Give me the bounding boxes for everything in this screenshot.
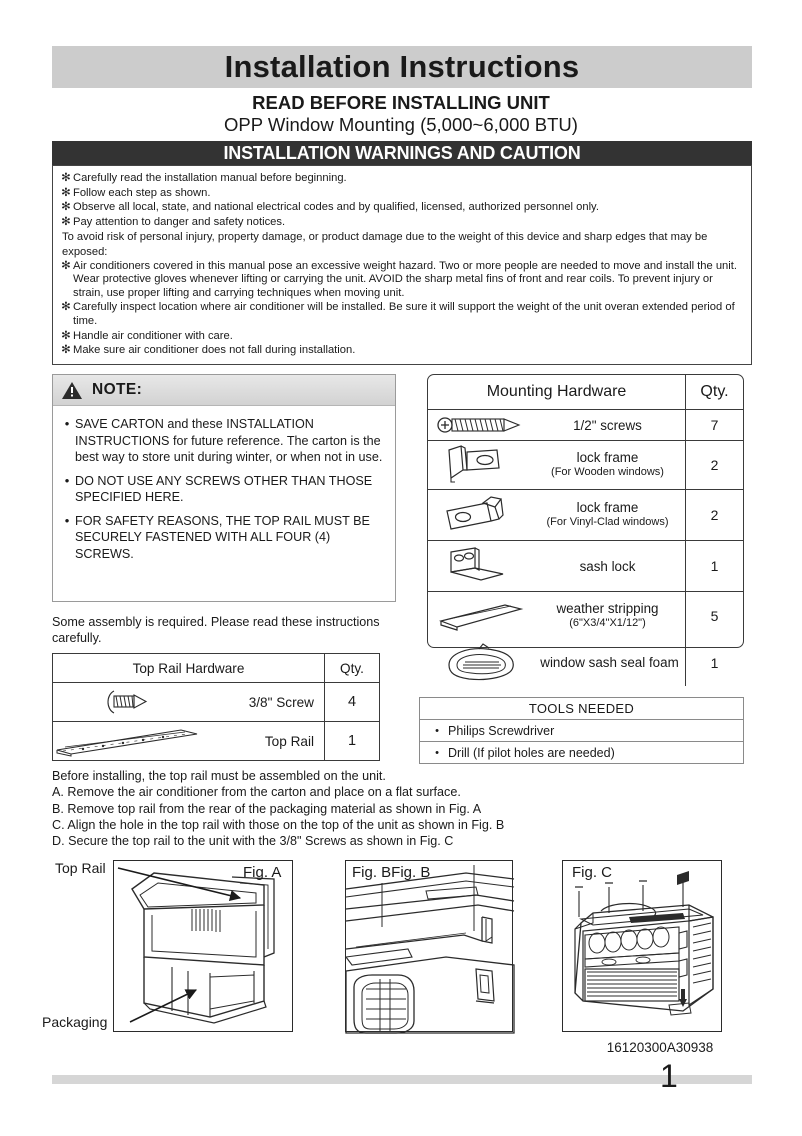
hardware-qty: 1 [710,654,719,671]
hardware-label: sash lock [579,558,636,574]
callout-packaging: Packaging [42,1014,108,1030]
note-item [59,416,385,466]
bullet-icon: • [64,512,70,528]
hardware-qty: 1 [685,541,743,591]
figure-a-label: Fig. A [243,864,282,881]
note-label: NOTE: [92,381,143,398]
asterisk-icon: ✻ [61,329,71,342]
mounting-hardware-qty-header: Qty. [685,375,743,409]
note-item [59,473,385,506]
table-row [53,683,379,722]
warning-item [59,301,743,328]
hardware-qty: 5 [710,607,719,624]
top-rail-header-row [53,654,379,683]
warning-text: Carefully inspect location where air conditioner will be installed. Be sure it will support the weight of the unit overan extended period of time. [73,301,735,327]
step-a: A. Remove the air conditioner from the carton and place on a flat surface. [52,785,461,800]
tools-item [420,742,743,763]
figure-c-label: Fig. C [572,864,613,881]
hardware-label: lock frame [576,500,639,515]
mounting-hardware-table [427,374,744,671]
subtitle-read-before: READ BEFORE INSTALLING UNIT [252,92,550,113]
top-rail-title: Top Rail Hardware [132,660,245,676]
subtitle-model: OPP Window Mounting (5,000~6,000 BTU) [224,114,578,135]
warning-item [59,330,743,344]
lock-frame-vinyl-icon [428,493,534,537]
figure-c [562,860,722,1032]
warning-triangle-icon [61,381,83,400]
warning-text: Observe all local, state, and national electrical codes and by qualified, licensed, authorized personnel only. [73,201,599,214]
hardware-qty: 1 [324,722,379,760]
top-rail-hardware-table [52,653,380,761]
page-title: Installation Instructions [224,49,580,84]
asterisk-icon: ✻ [61,301,71,314]
table-row [428,441,743,490]
asterisk-icon: ✻ [61,201,71,214]
warnings-heading-bar [52,141,752,165]
warning-item [59,172,743,186]
step-c: C. Align the hole in the top rail with those on the top of the unit as shown in Fig. B [52,817,505,832]
tools-needed-table [419,697,744,764]
note-item-text: SAVE CARTON and these INSTALLATION INSTRUCTIONS for future reference. The carton is the best way to store unit during winter, or when not in use. [75,417,383,464]
lock-frame-wood-icon [428,444,534,486]
tools-needed-title: TOOLS NEEDED [420,698,743,720]
note-item-text: FOR SAFETY REASONS, THE TOP RAIL MUST BE SECURELY FASTENED WITH ALL FOUR (4) SCREWS. [75,513,370,561]
step-d: D. Secure the top rail to the unit with the 3/8" Screws as shown in Fig. C [52,834,454,849]
hardware-qty: 7 [685,410,743,440]
table-row-group [428,592,743,686]
table-row [53,722,379,760]
document-number: 16120300A30938 [606,1040,714,1055]
note-list [53,406,395,562]
top-rail-icon [53,726,203,756]
asterisk-icon: ✻ [61,172,71,184]
top-rail-qty-header: Qty. [324,654,379,682]
hardware-label: 1/2" screws [573,417,642,433]
warning-item [59,344,743,358]
table-row [428,410,743,441]
warning-text: Handle air conditioner with care. [73,329,233,342]
hardware-label: lock frame [576,450,639,465]
asterisk-icon: ✻ [61,186,71,199]
figure-b-label: Fig. BFig. B [352,864,431,881]
warnings-intro: To avoid risk of personal injury, property damage, or product damage due to the weight of this device and sharp edges that may be exposed: [62,231,708,258]
sash-lock-icon [428,544,534,588]
asterisk-icon: ✻ [61,259,71,272]
bullet-icon: • [64,416,70,431]
hardware-label: window sash seal foam [540,655,679,670]
warning-text: Follow each step as shown. [73,186,211,199]
assembly-steps [52,768,672,849]
warning-text: Pay attention to danger and safety notices. [73,215,286,228]
warning-text: Carefully read the installation manual before beginning. [73,172,347,184]
hardware-qty: 4 [324,683,379,721]
assembly-note: Some assembly is required. Please read these instructions carefully. [52,615,380,645]
footer-bar [52,1075,752,1084]
hardware-sublabel: (For Wooden windows) [551,466,664,478]
hardware-label: Top Rail [264,733,314,749]
mounting-hardware-header-row [428,375,743,410]
steps-intro: Before installing, the top rail must be assembled on the unit. [52,769,386,783]
weather-stripping-icon [428,601,534,631]
warning-item [59,187,743,201]
tools-item [420,720,743,742]
warning-item [59,260,743,301]
bullet-icon: • [435,746,439,759]
note-item-text: DO NOT USE ANY SCREWS OTHER THAN THOSE SPECIFIED HERE. [75,473,373,504]
asterisk-icon: ✻ [61,344,71,357]
callout-top-rail: Top Rail [55,860,106,876]
warning-text: Air conditioners covered in this manual pose an excessive weight hazard. Two or more people are needed to move and install the unit. Wear protective gloves whenever lifting or carrying the unit. AVOID the sharp metal fins of front and rear coils. To prevent injury or strain, use proper lifting and carrying techniques when moving unit. [73,259,737,299]
page-number: 1 [660,1058,678,1094]
bullet-icon: • [435,724,439,737]
page-title-bar [52,46,752,88]
note-header [53,375,395,406]
asterisk-icon: ✻ [61,215,71,228]
seal-foam-icon [428,643,534,683]
small-screw-icon [53,688,203,716]
warnings-body [52,165,752,365]
warning-item [59,216,743,230]
bullet-icon: • [64,472,70,488]
note-box [52,374,396,602]
warning-text: Make sure air conditioner does not fall during installation. [73,344,356,357]
table-row [428,541,743,592]
hardware-qty: 2 [685,441,743,489]
tools-item-text: Drill (If pilot holes are needed) [448,745,615,760]
figure-b [345,860,513,1032]
table-row [428,490,743,541]
hardware-label: 3/8" Screw [248,694,314,710]
figure-a [113,860,293,1032]
note-item [59,513,385,563]
hardware-qty: 2 [685,490,743,540]
step-b: B. Remove top rail from the rear of the packaging material as shown in Fig. A [52,801,482,816]
warning-item [59,201,743,215]
hardware-sublabel: (6"X3/4"X1/12") [569,616,646,629]
tools-item-text: Philips Screwdriver [448,723,555,738]
hardware-label: weather stripping [556,600,659,616]
mounting-hardware-title: Mounting Hardware [486,383,627,400]
warnings-heading: INSTALLATION WARNINGS AND CAUTION [223,142,581,163]
hardware-sublabel: (For Vinyl-Clad windows) [546,516,669,528]
screw-icon [428,416,534,434]
